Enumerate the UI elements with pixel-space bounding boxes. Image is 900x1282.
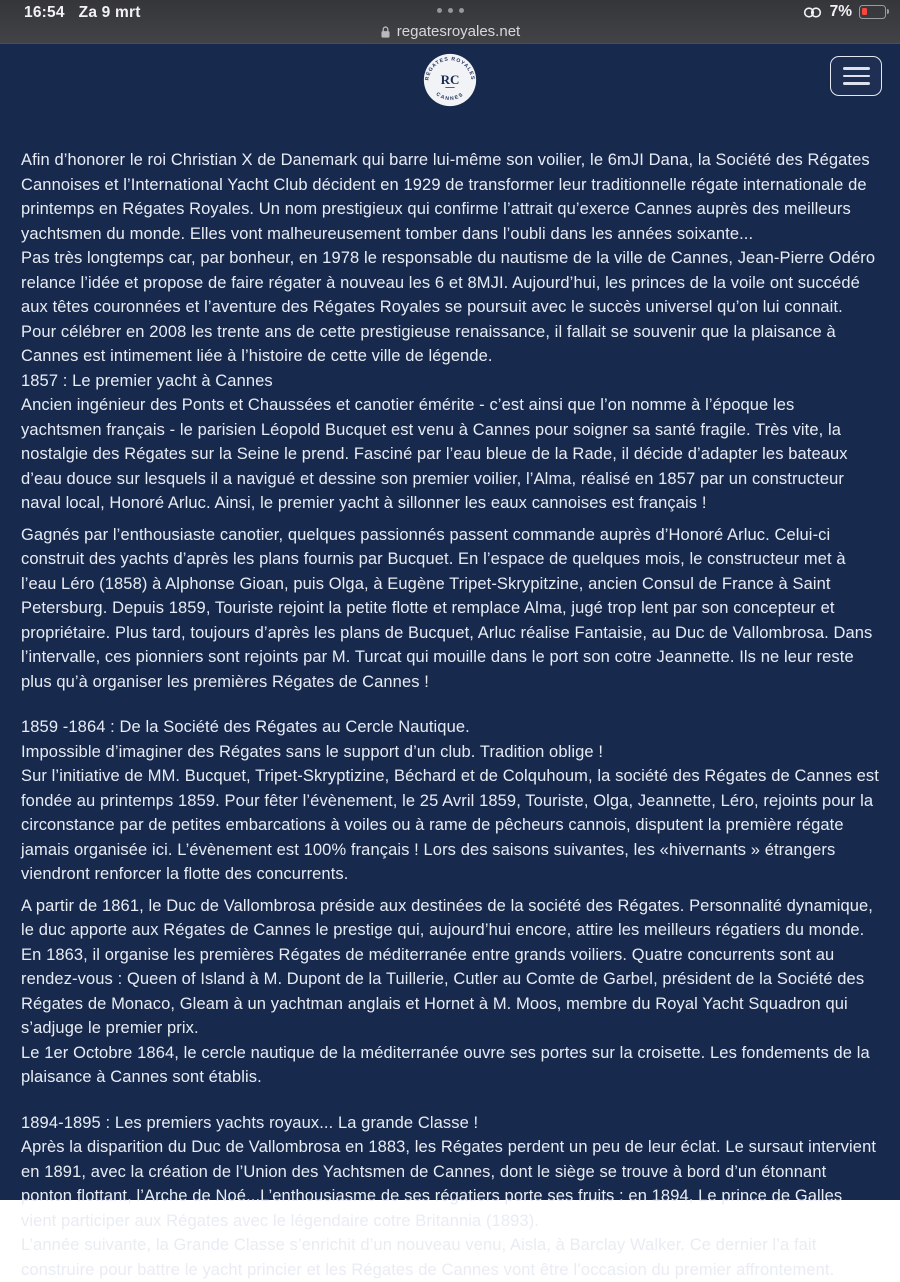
article-paragraph: Ancien ingénieur des Ponts et Chaussées et canotier émérite - c’est ainsi que l’on nomme à l’époque les yachtsmen français - le parisien Léopold Bucquet est venu à Cannes pour soigner sa santé fragile. Très vite, la nostalgie des Régates sur la Seine le prend. Fasciné par l’eau bleue de la Rade, il décide d’adapter les bateaux d’eau douce sur lesquels il a navigué et dessine son premier voilier, l’Alma, réalisé en 1857 par un constructeur naval local, Honoré Arluc. Ainsi, le premier yacht à sillonner les eaux cannoises est français ! bbox=[21, 396, 848, 512]
logo-arc-top: RÉGATES ROYALES bbox=[424, 56, 476, 81]
lock-icon bbox=[380, 25, 391, 39]
article-paragraph: A partir de 1861, le Duc de Vallombrosa préside aux destinées de la société des Régates. Personnalité dynamique, le duc apporte aux Régates de Cannes le prestige qui, aujourd’hui encore, attire les meilleurs régatiers du monde. En 1863, il organise les premières Régates de méditerranée entre grands voiliers. Quatre concurrents sont au rendez-vous : Queen of Island à M. Dupont de la Tuillerie, Cutler au Comte de Garbel, président de la Société des Régates de Monaco, Gleam à un yachtman anglais et Hornet à M. Moos, membre du Royal Yacht Squadron qui s’adjuge le premier prix. bbox=[21, 896, 873, 1037]
article-paragraph: Le 1er Octobre 1864, le cercle nautique de la méditerranée ouvre ses portes sur la croisette. Les fondements de la plaisance à Cannes sont établis. bbox=[21, 1043, 870, 1086]
status-time: 16:54 bbox=[24, 4, 65, 21]
toolbar-ellipsis-icon[interactable] bbox=[0, 8, 900, 13]
article-content bbox=[0, 122, 900, 1282]
hamburger-bar bbox=[843, 67, 870, 70]
hamburger-bar bbox=[843, 75, 870, 78]
article-paragraph: Impossible d’imaginer des Régates sans le support d’un club. Tradition oblige ! bbox=[21, 742, 604, 761]
article-paragraph: Après la disparition du Duc de Vallombrosa en 1883, les Régates perdent un peu de leur éclat. Le sursaut intervient en 1891, avec la création de l’Union des Yachtsmen de Cannes, dont le siège se trouve à bord d’un étonnant ponton flottant, l’Arche de Noé...L’enthousiasme de ses régatiers porte ses fruits : en 1894, Le prince de Galles vient participer aux Régates avec le légendaire cotre Britannia (1893). bbox=[21, 1138, 877, 1230]
article-paragraph: Pour célébrer en 2008 les trente ans de cette prestigieuse renaissance, il fallait se souvenir que la plaisance à Cannes est intimement liée à l’histoire de cette ville de légende. bbox=[21, 322, 836, 365]
section-heading: 1859 -1864 : De la Société des Régates au Cercle Nautique. bbox=[21, 718, 470, 736]
battery-percent: 7% bbox=[829, 3, 852, 20]
status-right bbox=[802, 3, 886, 21]
section-heading: 1857 : Le premier yacht à Cannes bbox=[21, 371, 273, 390]
article-paragraph: L’année suivante, la Grande Classe s’enrichit d’un nouveau venu, Aisla, à Barclay Walker. Ce dernier l’a fait construire pour battre le yacht princier et les Régates de Cannes vont être l’occasion du premier affrontement. bbox=[21, 1236, 835, 1279]
site-header bbox=[0, 44, 900, 122]
browser-chrome bbox=[0, 0, 900, 44]
address-domain: regatesroyales.net bbox=[396, 23, 521, 40]
article-paragraph: Afin d’honorer le roi Christian X de Danemark qui barre lui-même son voilier, le 6mJI Dana, la Société des Régates Cannoises et l’International Yacht Club décident en 1929 de transformer leur traditionnelle régate internationale de printemps en Régates Royales. Un nom prestigieux qui confirme l’attrait qu’exerce Cannes auprès des meilleurs yachtsmen du monde. Elles vont malheureusement tomber dans l’oubli dans les années soixante... bbox=[21, 151, 870, 243]
logo-monogram: RC bbox=[440, 72, 460, 88]
article-paragraph: Sur l’initiative de MM. Bucquet, Tripet-Skryptizine, Béchard et de Colquhoum, la société des Régates de Cannes est fondée au printemps 1859. Pour fêter l’évènement, le 25 Avril 1859, Touriste, Olga, Jeannette, Léro, rejoints pour la circonstance par de petites embarcations à voiles ou à rame de pêcheurs cannois, disputent la première régate jamais organisée ici. L’évènement est 100% français ! Lors des saisons suivantes, les «hivernants » étrangers viendront renforcer la flotte des concurrents. bbox=[21, 767, 879, 883]
battery-icon bbox=[859, 5, 886, 19]
logo-arc-bottom: CANNES bbox=[434, 91, 466, 103]
status-date: Za 9 mrt bbox=[78, 4, 141, 21]
hamburger-bar bbox=[843, 82, 870, 85]
article-paragraph: Gagnés par l’enthousiaste canotier, quelques passionnés passent commande auprès d’Honoré Arluc. Celui-ci construit des yachts d’après les plans fournis par Bucquet. En l’espace de quelques mois, le constructeur met à l’eau Léro (1858) à Alphonse Gioan, puis Olga, à Eugène Tripet-Skrypitzine, ancien Consul de France à Saint Petersburg. Depuis 1859, Touriste rejoint la petite flotte et remplace Alma, jugé trop lent par son concepteur et propriétaire. Plus tard, toujours d’après les plans de Bucquet, Arluc réalise Fantaisie, au Duc de Vallombrosa. Dans l’intervalle, ces pionniers sont rejoints par M. Turcat qui mouille dans le port son cotre Jeannette. Ils ne leur reste plus qu’à organiser les premières Régates de Cannes ! bbox=[21, 525, 873, 691]
section-heading: 1894-1895 : Les premiers yachts royaux... La grande Classe ! bbox=[21, 1113, 479, 1132]
address-bar[interactable] bbox=[0, 23, 900, 40]
hotspot-icon bbox=[802, 5, 823, 20]
status-left bbox=[24, 4, 141, 22]
hamburger-menu-button[interactable] bbox=[830, 56, 882, 96]
article-paragraph: Pas très longtemps car, par bonheur, en 1978 le responsable du nautisme de la ville de Cannes, Jean-Pierre Odéro relance l’idée et propose de faire régater à nouveau les 6 et 8MJI. Aujourd’hui, les princes de la voile ont succédé aux têtes couronnées et l’aventure des Régates Royales se poursuit avec le succès universel qu’on lui connait. bbox=[21, 249, 876, 316]
site-logo[interactable] bbox=[422, 52, 478, 108]
